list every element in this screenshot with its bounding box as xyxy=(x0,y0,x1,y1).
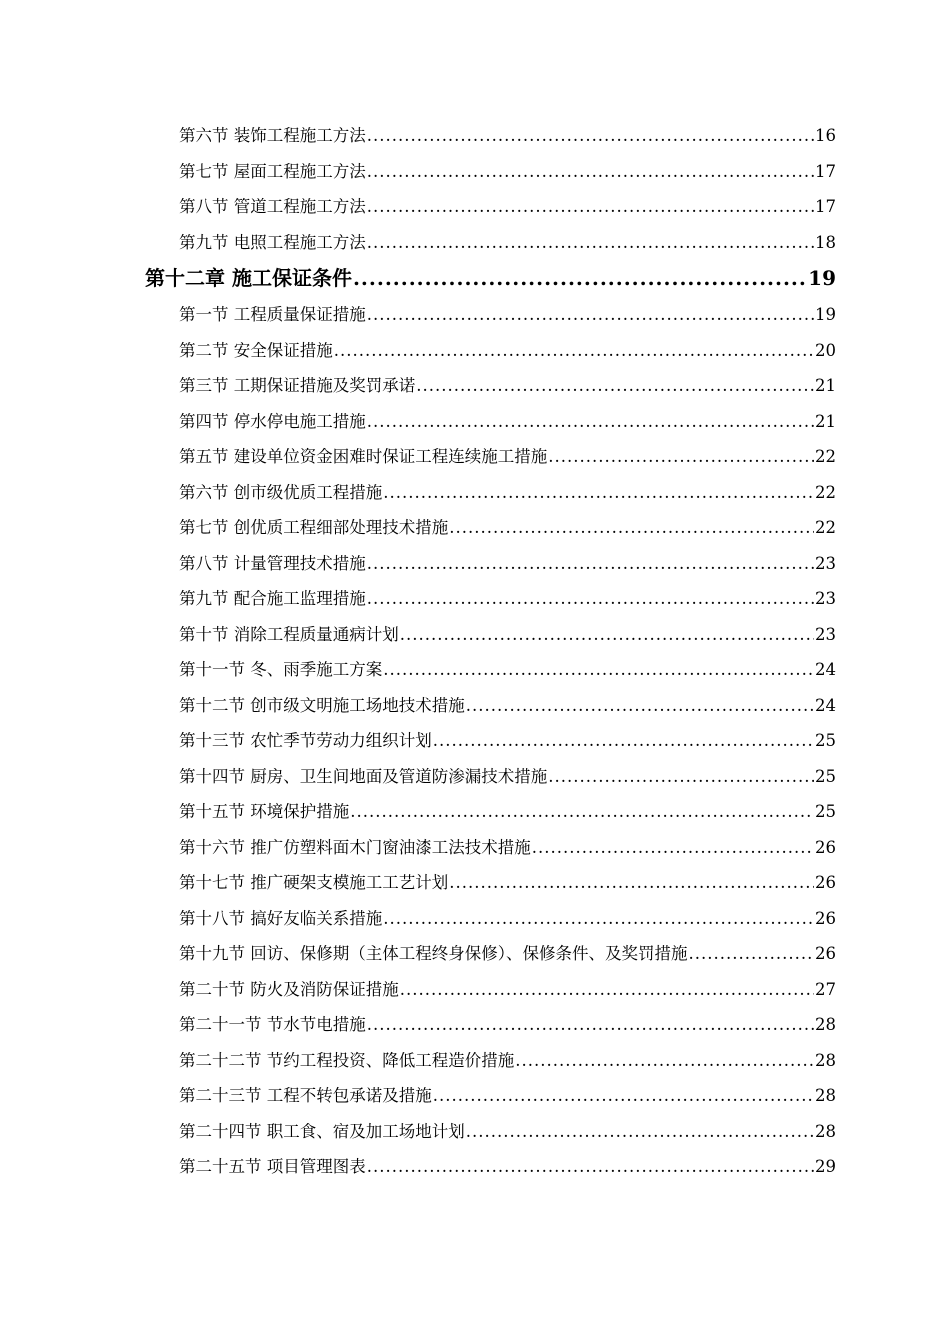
dot-leader xyxy=(383,652,814,688)
toc-section-entry[interactable] xyxy=(179,901,836,937)
dot-leader xyxy=(367,1149,814,1185)
toc-entry-title: 第九节 电照工程施工方法 xyxy=(179,232,366,252)
toc-section-entry[interactable] xyxy=(179,759,836,795)
dot-leader xyxy=(548,439,814,475)
toc-page-number: 26 xyxy=(815,873,836,892)
toc-entry-title: 第七节 创优质工程细部处理技术措施 xyxy=(179,518,449,537)
toc-section-entry[interactable] xyxy=(179,1114,836,1150)
dot-leader xyxy=(367,154,814,190)
toc-page-number: 27 xyxy=(815,979,836,999)
toc-entry-title: 第二十三节 工程不转包承诺及措施 xyxy=(179,1086,432,1105)
dot-leader xyxy=(449,510,814,546)
toc-page-number: 23 xyxy=(815,589,836,608)
dot-leader xyxy=(466,688,814,724)
toc-section-entry[interactable] xyxy=(179,1149,836,1185)
toc-section-entry[interactable] xyxy=(179,652,836,688)
toc-page-number: 19 xyxy=(808,266,836,290)
toc-entry-title: 第十六节 推广仿塑料面木门窗油漆工法技术措施 xyxy=(179,837,531,857)
toc-entry-title: 第十节 消除工程质量通病计划 xyxy=(179,624,399,644)
toc-page-number: 24 xyxy=(815,660,836,679)
toc-entry-title: 第三节 工期保证措施及奖罚承诺 xyxy=(179,376,416,395)
toc-page-number: 25 xyxy=(815,731,836,750)
dot-leader xyxy=(449,865,814,901)
toc-section-entry[interactable] xyxy=(179,439,836,475)
toc-entry-title: 第十四节 厨房、卫生间地面及管道防渗漏技术措施 xyxy=(179,766,548,786)
toc-page-number: 28 xyxy=(815,1121,836,1141)
toc-page-number: 23 xyxy=(815,553,836,573)
toc-entry-title: 第二节 安全保证措施 xyxy=(179,340,333,360)
toc-entry-title: 第一节 工程质量保证措施 xyxy=(179,305,366,324)
toc-entry-title: 第七节 屋面工程施工方法 xyxy=(179,161,366,181)
toc-section-entry[interactable] xyxy=(179,581,836,617)
toc-entry-title: 第二十二节 节约工程投资、降低工程造价措施 xyxy=(179,1050,515,1070)
toc-page-number: 26 xyxy=(815,908,836,928)
toc-section-entry[interactable] xyxy=(179,972,836,1008)
toc-page-number: 25 xyxy=(815,766,836,786)
toc-section-entry[interactable] xyxy=(179,333,836,369)
dot-leader xyxy=(383,901,814,937)
toc-page-number: 18 xyxy=(815,232,836,252)
toc-entry-title: 第六节 创市级优质工程措施 xyxy=(179,482,383,502)
toc-entry-title: 第二十四节 职工食、宿及加工场地计划 xyxy=(179,1121,465,1141)
table-of-contents xyxy=(0,118,950,1185)
dot-leader xyxy=(383,475,814,511)
toc-page-number: 19 xyxy=(815,305,836,324)
toc-entry-title: 第十九节 回访、保修期（主体工程终身保修）、保修条件、及奖罚措施 xyxy=(179,944,688,963)
toc-entry-title: 第十八节 搞好友临关系措施 xyxy=(179,908,383,928)
dot-leader xyxy=(350,794,814,830)
toc-entry-title: 第二十五节 项目管理图表 xyxy=(179,1157,366,1176)
dot-leader xyxy=(367,404,814,440)
toc-entry-title: 第四节 停水停电施工措施 xyxy=(179,411,366,431)
toc-page-number: 17 xyxy=(815,197,836,216)
toc-page-number: 26 xyxy=(815,944,836,963)
toc-section-entry[interactable] xyxy=(179,723,836,759)
toc-page-number: 21 xyxy=(815,376,836,395)
toc-section-entry[interactable] xyxy=(179,546,836,582)
toc-entry-title: 第二十节 防火及消防保证措施 xyxy=(179,979,399,999)
toc-section-entry[interactable] xyxy=(179,154,836,190)
dot-leader xyxy=(367,1007,814,1043)
toc-entry-title: 第十五节 环境保护措施 xyxy=(179,802,350,821)
dot-leader xyxy=(400,972,814,1008)
toc-page-number: 24 xyxy=(815,695,836,715)
toc-section-entry[interactable] xyxy=(179,368,836,404)
dot-leader xyxy=(532,830,814,866)
toc-page-number: 29 xyxy=(815,1157,836,1176)
toc-page-number: 16 xyxy=(815,126,836,145)
dot-leader xyxy=(334,333,814,369)
toc-section-entry[interactable] xyxy=(179,189,836,225)
toc-entry-title: 第八节 管道工程施工方法 xyxy=(179,197,366,216)
dot-leader xyxy=(548,759,814,795)
toc-section-entry[interactable] xyxy=(179,830,836,866)
toc-entry-title: 第十七节 推广硬架支模施工工艺计划 xyxy=(179,873,449,892)
dot-leader xyxy=(367,189,814,225)
toc-entry-title: 第二十一节 节水节电措施 xyxy=(179,1015,366,1034)
dot-leader xyxy=(433,723,814,759)
toc-section-entry[interactable] xyxy=(179,225,836,261)
dot-leader xyxy=(466,1114,814,1150)
toc-page-number: 22 xyxy=(815,447,836,466)
toc-page-number: 20 xyxy=(815,340,836,360)
toc-page-number: 28 xyxy=(815,1050,836,1070)
toc-section-entry[interactable] xyxy=(179,297,836,333)
dot-leader xyxy=(353,260,807,297)
toc-page-number: 22 xyxy=(815,518,836,537)
toc-section-entry[interactable] xyxy=(179,404,836,440)
dot-leader xyxy=(367,297,814,333)
dot-leader xyxy=(515,1043,814,1079)
toc-page-number: 28 xyxy=(815,1086,836,1105)
toc-section-entry[interactable] xyxy=(179,688,836,724)
toc-section-entry[interactable] xyxy=(179,794,836,830)
dot-leader xyxy=(433,1078,814,1114)
toc-entry-title: 第九节 配合施工监理措施 xyxy=(179,589,366,608)
toc-section-entry[interactable] xyxy=(179,118,836,154)
toc-section-entry[interactable] xyxy=(179,865,836,901)
toc-page-number: 17 xyxy=(815,161,836,181)
toc-entry-title: 第十三节 农忙季节劳动力组织计划 xyxy=(179,731,432,750)
toc-section-entry[interactable] xyxy=(179,1078,836,1114)
toc-section-entry[interactable] xyxy=(179,510,836,546)
toc-entry-title: 第十二节 创市级文明施工场地技术措施 xyxy=(179,695,465,715)
dot-leader xyxy=(367,118,814,154)
dot-leader xyxy=(367,225,814,261)
dot-leader xyxy=(367,546,814,582)
toc-page-number: 28 xyxy=(815,1015,836,1034)
toc-section-entry[interactable] xyxy=(179,1043,836,1079)
dot-leader xyxy=(416,368,814,404)
dot-leader xyxy=(689,936,815,972)
toc-entry-title: 第十一节 冬、雨季施工方案 xyxy=(179,660,383,679)
toc-section-entry[interactable] xyxy=(179,475,836,511)
toc-entry-title: 第五节 建设单位资金困难时保证工程连续施工措施 xyxy=(179,447,548,466)
toc-chapter-entry[interactable] xyxy=(145,260,836,297)
toc-section-entry[interactable] xyxy=(179,936,836,972)
toc-section-entry[interactable] xyxy=(179,1007,836,1043)
toc-page-number: 25 xyxy=(815,802,836,821)
toc-page-number: 26 xyxy=(815,837,836,857)
dot-leader xyxy=(367,581,814,617)
dot-leader xyxy=(400,617,814,653)
toc-page-number: 23 xyxy=(815,624,836,644)
toc-page-number: 21 xyxy=(815,411,836,431)
toc-section-entry[interactable] xyxy=(179,617,836,653)
toc-page-number: 22 xyxy=(815,482,836,502)
toc-entry-title: 第八节 计量管理技术措施 xyxy=(179,553,366,573)
toc-entry-title: 第六节 装饰工程施工方法 xyxy=(179,126,366,145)
toc-entry-title: 第十二章 施工保证条件 xyxy=(145,266,352,290)
